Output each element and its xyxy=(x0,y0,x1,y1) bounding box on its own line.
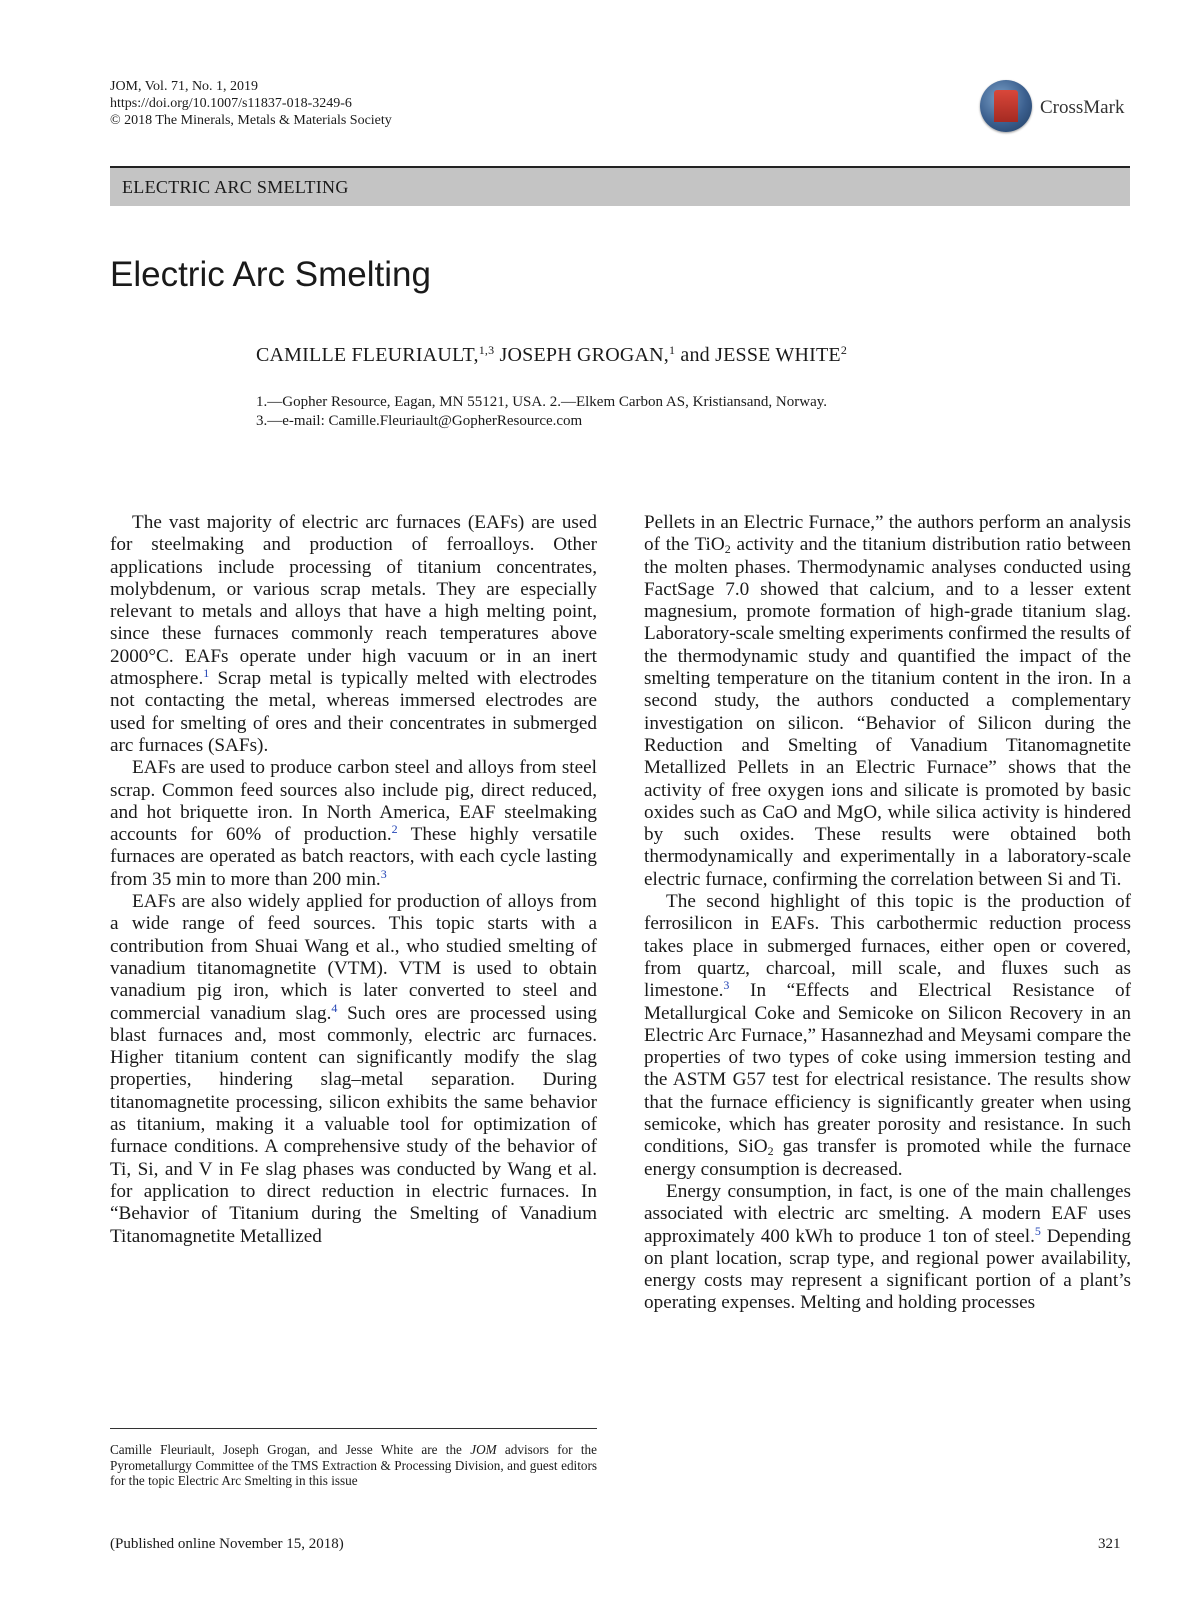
crossmark-badge[interactable] xyxy=(980,80,1125,135)
reference-link[interactable]: 2 xyxy=(391,822,398,837)
reference-link[interactable]: 4 xyxy=(331,1000,338,1015)
author-affiliation-mark: 1,3 xyxy=(478,343,495,357)
topic-bar xyxy=(110,166,1130,206)
author-affiliation-mark: 1 xyxy=(669,343,676,357)
published-date: (Published online November 15, 2018) xyxy=(110,1536,344,1552)
article-title: Electric Arc Smelting xyxy=(110,255,431,294)
footnote-journal: JOM xyxy=(470,1442,497,1457)
crossmark-icon xyxy=(980,80,1032,132)
topic-label: ELECTRIC ARC SMELTING xyxy=(122,177,349,197)
body-column-right xyxy=(644,512,1131,1315)
reference-link[interactable]: 3 xyxy=(723,978,730,993)
affiliation-line: 3.—e-mail: Camille.Fleuriault@GopherResource.com xyxy=(256,413,583,429)
doi-link[interactable]: https://doi.org/10.1007/s11837-018-3249-6 xyxy=(110,96,352,111)
footnote-text: advisors for the Pyrometallurgy Committee of the TMS Extraction & Processing Division, and guest editors for the topic Electric Arc Smelting in this issue xyxy=(110,1442,597,1488)
journal-meta xyxy=(110,78,392,129)
affiliations xyxy=(256,393,827,431)
author-joiner: and xyxy=(680,344,710,366)
reference-link[interactable]: 1 xyxy=(203,666,210,681)
subscript: 2 xyxy=(724,542,731,557)
journal-citation: JOM, Vol. 71, No. 1, 2019 xyxy=(110,79,259,94)
paragraph: The second highlight of this topic is the production of ferrosilicon in EAFs. This carbothermic reduction process takes place in submerged furnaces, either open or covered, from quartz, charcoal, mill scale, and fluxes such as limestone.$^3$ In “Effects and Electrical Resistance of Metallurgical Coke and Semicoke on Silicon Recovery in an Electric Arc Furnace,” Hasannezhad and Meysami compare the properties of two types of coke using immersion testing and the ASTM G57 test for electrical resistance. The results show that the furnace efficiency is significantly greater when using semicoke, which has greater porosity and resistance. In such conditions, SiO$_2$ gas transfer is promoted while the furnace energy consumption is decreased. xyxy=(644,891,1131,1180)
author-name: JESSE WHITE xyxy=(715,344,841,366)
copyright: © 2018 The Minerals, Metals & Materials Society xyxy=(110,113,392,128)
crossmark-label: CrossMark xyxy=(1040,97,1125,118)
paragraph: Energy consumption, in fact, is one of the main challenges associated with electric arc smelting. A modern EAF uses approximately 400 kWh to produce 1 ton of steel.$^5$ Depending on plant location, scrap type, and regional power availability, energy costs may represent a significant portion of a plant’s operating expenses. Melting and holding processes xyxy=(644,1180,1131,1314)
paragraph: EAFs are also widely applied for production of alloys from a wide range of feed sources. This topic starts with a contribution from Shuai Wang et al., who studied smelting of vanadium titanomagnetite (VTM). VTM is used to obtain vanadium pig iron, which is later converted to steel and commercial vanadium slag.$^4$ Such ores are processed using blast furnaces and, most commonly, electric arc furnaces. Higher titanium content can significantly modify the slag properties, hindering slag–metal separation. During titanomagnetite processing, silicon exhibits the same behavior as titanium, making it a valuable tool for optimization of furnace conditions. A comprehensive study of the behavior of Ti, Si, and V in Fe slag phases was conducted by Wang et al. for application to direct reduction in electric furnaces. In “Behavior of Titanium during the Smelting of Vanadium Titanomagnetite Metallized xyxy=(110,891,597,1247)
paragraph: The vast majority of electric arc furnaces (EAFs) are used for steelmaking and production of ferroalloys. Other applications include processing of titanium concentrates, molybdenum, or various scrap metals. They are especially relevant to metals and alloys that have a high melting point, since these furnaces commonly reach temperatures above 2000°C. EAFs operate under high vacuum or in an inert atmosphere.$^1$ Scrap metal is typically melted with electrodes not contacting the metal, whereas immersed electrodes are used for smelting of ores and their concentrates in submerged arc furnaces (SAFs). xyxy=(110,512,597,756)
subscript: 2 xyxy=(767,1144,774,1159)
paragraph: EAFs are used to produce carbon steel and alloys from steel scrap. Common feed sources also include pig, direct reduced, and hot briquette iron. In North America, EAF steelmaking accounts for 60% of production.$^2$ These highly versatile furnaces are operated as batch reactors, with each cycle lasting from 35 min to more than 200 min.$^3$ xyxy=(110,757,597,890)
footnote xyxy=(110,1442,597,1489)
reference-link[interactable]: 3 xyxy=(380,866,387,881)
affiliation-line: 1.—Gopher Resource, Eagan, MN 55121, USA. 2.—Elkem Carbon AS, Kristiansand, Norway. xyxy=(256,394,828,410)
body-column-left xyxy=(110,512,597,1248)
footnote-text: Camille Fleuriault, Joseph Grogan, and Jesse White are the xyxy=(110,1442,471,1457)
reference-link[interactable]: 5 xyxy=(1034,1223,1041,1238)
footnote-divider xyxy=(110,1428,597,1429)
author-name: CAMILLE FLEURIAULT, xyxy=(256,344,479,366)
page-number: 321 xyxy=(1098,1536,1121,1552)
author-name: JOSEPH GROGAN, xyxy=(499,344,669,366)
author-list xyxy=(256,344,847,367)
paragraph: Pellets in an Electric Furnace,” the authors perform an analysis of the TiO$_2$ activity and the titanium distribution ratio between the molten phases. Thermodynamic analyses conducted using FactSage 7.0 showed that calcium, and to a lesser extent magnesium, promote formation of high-grade titanium slag. Laboratory-scale smelting experiments confirmed the results of the thermodynamic study and quantified the impact of the smelting temperature on the titanium content in the iron. In a second study, the authors conducted a complementary investigation on silicon. “Behavior of Silicon during the Reduction and Smelting of Vanadium Titanomagnetite Metallized Pellets in an Electric Furnace” shows that the activity of free oxygen ions and silicate is promoted by basic oxides such as CaO and MgO, while silica activity is hindered by such oxides. These results were obtained both thermodynamically and experimentally in a laboratory-scale electric furnace, confirming the correlation between Si and Ti. xyxy=(644,512,1131,890)
author-affiliation-mark: 2 xyxy=(840,343,848,357)
